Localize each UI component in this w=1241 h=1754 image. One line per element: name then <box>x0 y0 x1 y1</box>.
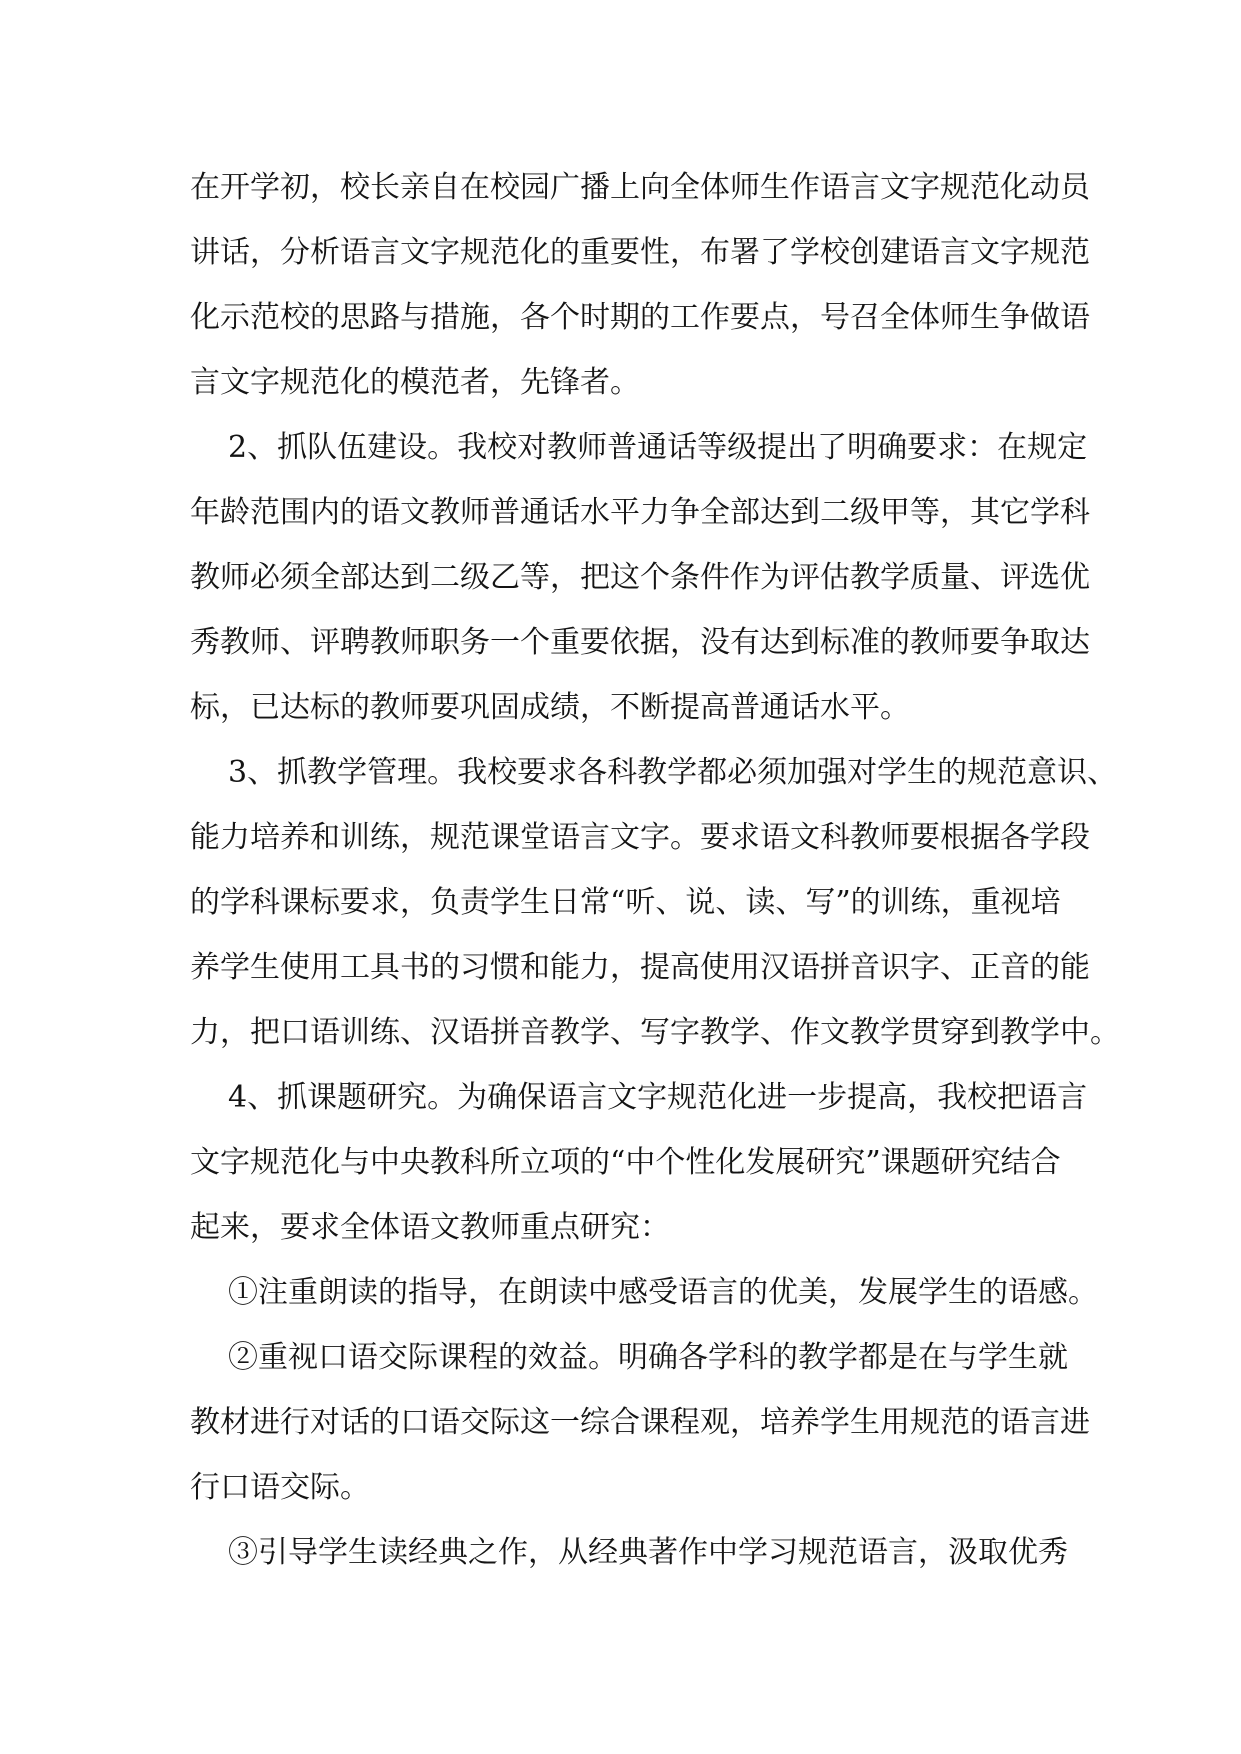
text-line: 化示范校的思路与措施，各个时期的工作要点，号召全体师生争做语 <box>190 300 1090 335</box>
paragraph <box>190 1325 1090 1520</box>
text-line: 教材进行对话的口语交际这一综合课程观，培养学生用规范的语言进 <box>190 1405 1090 1440</box>
text-line: 文字规范化与中央教科所立项的“中个性化发展研究”课题研究结合 <box>190 1145 1061 1180</box>
text-line: 3、抓教学管理。我校要求各科教学都必须加强对学生的规范意识、 <box>228 755 1118 790</box>
paragraph <box>190 415 1090 740</box>
text-line: 教师必须全部达到二级乙等，把这个条件作为评估教学质量、评选优 <box>190 560 1090 595</box>
text-line: 力，把口语训练、汉语拼音教学、写字教学、作文教学贯穿到教学中。 <box>190 1015 1120 1050</box>
text-line: 养学生使用工具书的习惯和能力，提高使用汉语拼音识字、正音的能 <box>190 950 1090 985</box>
text-line: ③引导学生读经典之作，从经典著作中学习规范语言，汲取优秀 <box>228 1535 1068 1570</box>
text-line: 在开学初，校长亲自在校园广播上向全体师生作语言文字规范化动员 <box>190 170 1090 205</box>
paragraph <box>190 1260 1098 1325</box>
text-line: 讲话，分析语言文字规范化的重要性，布署了学校创建语言文字规范 <box>190 235 1090 270</box>
text-line: 能力培养和训练，规范课堂语言文字。要求语文科教师要根据各学段 <box>190 820 1090 855</box>
text-line: ①注重朗读的指导，在朗读中感受语言的优美，发展学生的语感。 <box>228 1275 1098 1310</box>
text-line: 标，已达标的教师要巩固成绩，不断提高普通话水平。 <box>190 690 910 725</box>
text-line: 年龄范围内的语文教师普通话水平力争全部达到二级甲等，其它学科 <box>190 495 1090 530</box>
text-line: 起来，要求全体语文教师重点研究： <box>190 1210 670 1245</box>
text-line: 的学科课标要求，负责学生日常“听、说、读、写”的训练，重视培 <box>190 885 1061 920</box>
paragraph <box>190 740 1120 1065</box>
document-body <box>190 155 1120 1585</box>
text-line: ②重视口语交际课程的效益。明确各学科的教学都是在与学生就 <box>228 1340 1068 1375</box>
text-line: 行口语交际。 <box>190 1470 370 1505</box>
paragraph <box>190 1065 1088 1260</box>
paragraph <box>190 155 1090 415</box>
text-line: 言文字规范化的模范者，先锋者。 <box>190 365 640 400</box>
text-line: 2、抓队伍建设。我校对教师普通话等级提出了明确要求：在规定 <box>228 430 1088 465</box>
text-line: 4、抓课题研究。为确保语言文字规范化进一步提高，我校把语言 <box>228 1080 1088 1115</box>
text-line: 秀教师、评聘教师职务一个重要依据，没有达到标准的教师要争取达 <box>190 625 1090 660</box>
paragraph <box>190 1520 1080 1585</box>
